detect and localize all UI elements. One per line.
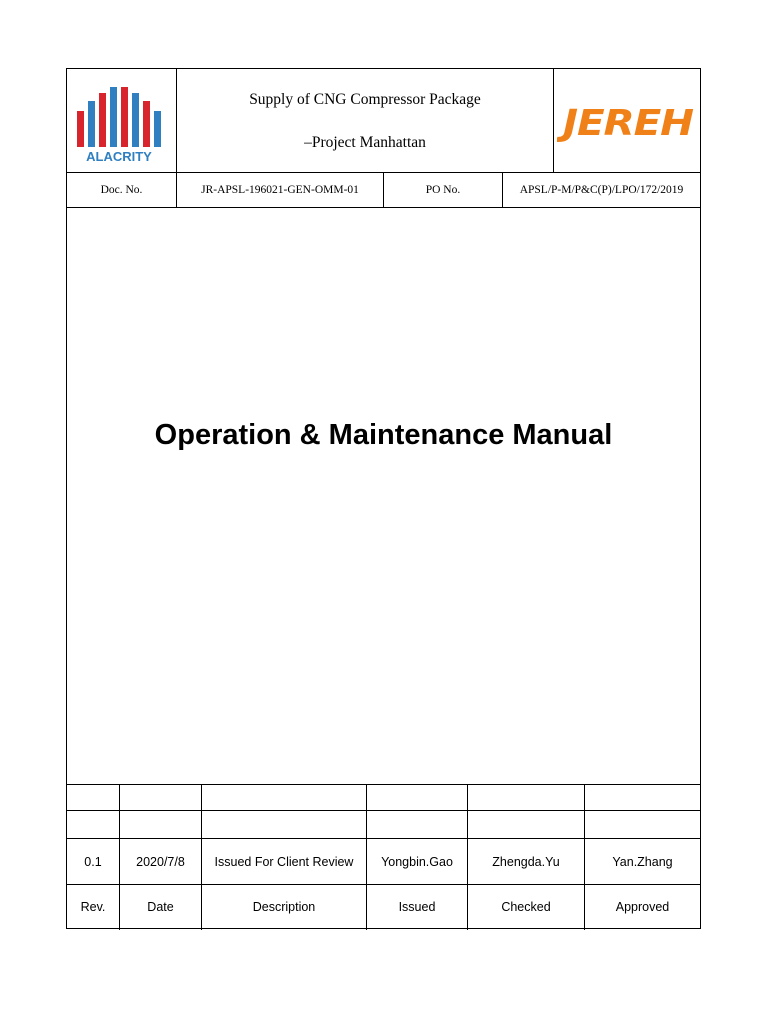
checked-cell: Zhengda.Yu [492,854,560,869]
alacrity-logo-icon [69,77,173,167]
alacrity-logo-text: ALACRITY [86,149,152,164]
rev-header: Rev. [80,900,106,914]
po-no-value: APSL/P-M/P&C(P)/LPO/172/2019 [519,184,684,196]
approved-cell [585,811,700,838]
jereh-logo-icon [557,93,699,149]
doc-no-value: JR-APSL-196021-GEN-OMM-01 [201,184,359,196]
header-title [177,69,553,172]
document-title: Operation & Maintenance Manual [154,419,613,451]
revision-row-0-1 [67,839,700,884]
document-frame [66,68,701,929]
rev-cell [67,811,119,838]
issued-cell [367,785,467,810]
project-title-line2: –Project Manhattan [304,134,426,151]
issued-cell: Yongbin.Gao [381,854,453,869]
date-header: Date [147,900,174,914]
checked-header: Checked [501,900,551,914]
description-cell [202,785,366,810]
jereh-logo-text: JEREH [557,103,694,144]
rev-cell: 0.1 [84,854,102,869]
po-no-label: PO No. [425,184,461,196]
description-cell: Issued For Client Review [214,854,354,869]
description-cell [202,811,366,838]
doc-no-label: Doc. No. [100,184,143,196]
approved-cell [585,785,700,810]
approved-cell: Yan.Zhang [612,854,673,869]
revision-row-empty-1 [67,785,700,810]
revision-row-empty-2 [67,811,700,838]
project-title-line1: Supply of CNG Compressor Package [249,91,481,108]
issued-header: Issued [398,900,436,914]
rev-cell [67,785,119,810]
issued-cell [367,811,467,838]
checked-cell [468,811,584,838]
date-cell [120,785,201,810]
date-cell [120,811,201,838]
description-header: Description [252,900,316,914]
revision-header-row [67,885,700,929]
date-cell: 2020/7/8 [136,854,185,869]
approved-header: Approved [615,900,670,914]
checked-cell [468,785,584,810]
